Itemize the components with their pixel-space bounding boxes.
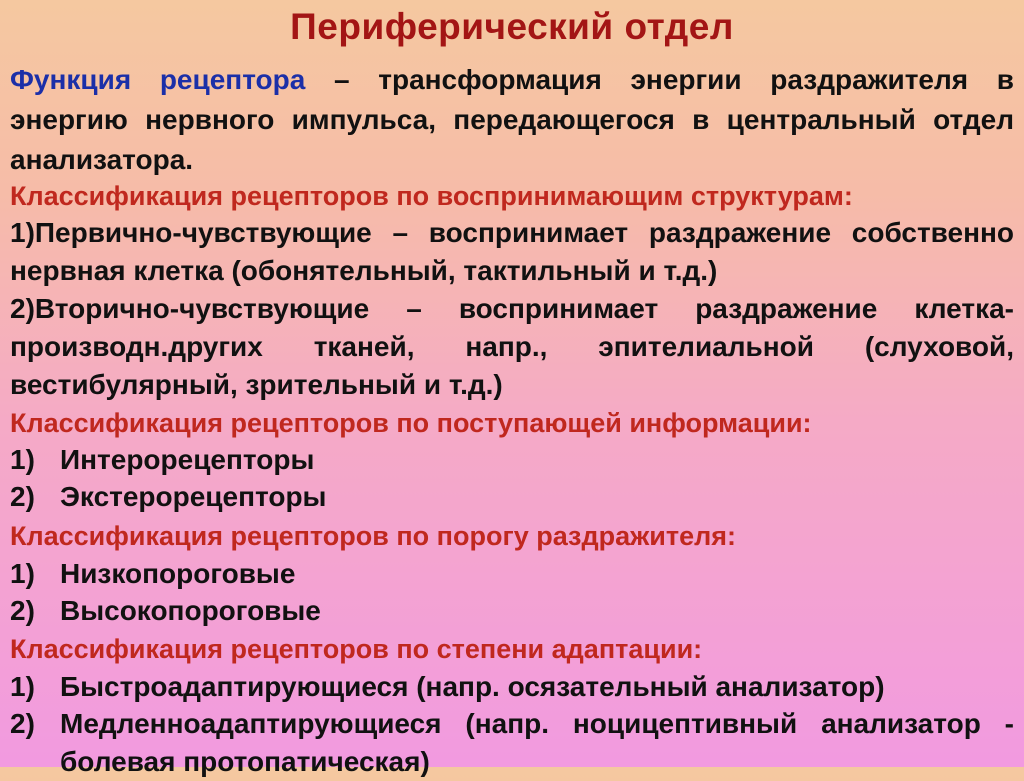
intro-term: Функция рецептора: [10, 64, 306, 95]
item-number: 1): [10, 671, 35, 702]
item-text: Высокопороговые: [60, 595, 321, 626]
section2-item-1: [10, 441, 1014, 479]
section3-item-2: [10, 592, 1014, 630]
item-text: Интерорецепторы: [60, 444, 315, 475]
section4-item-2: [10, 705, 1014, 781]
intro-definition: – трансформация энергии раздражителя в энергию нервного импульса, передающегося в центральный отдел анализатора.: [10, 64, 1015, 175]
item-number: 2): [10, 708, 35, 739]
section1-item-1: 1)Первично-чувствующие – воспринимает раздражение собственно нервная клетка (обонятельный, тактильный и т.д.): [10, 217, 1014, 286]
section1-item-2: 2)Вторично-чувствующие – воспринимает раздражение клетка-производн.других тканей, напр., эпителиальной (слуховой, вестибулярный, зрительный и т.д.): [10, 293, 1014, 400]
section4-item-1: [10, 668, 1014, 706]
item-number: 1): [10, 444, 35, 475]
item-number: 2): [10, 595, 35, 626]
item-number: 2): [10, 481, 35, 512]
section-heading-information: Классификация рецепторов по поступающей информации:: [10, 408, 812, 438]
item-text: Быстроадаптирующиеся (напр. осязательный анализатор): [60, 671, 885, 702]
section-heading-adaptation: Классификация рецепторов по степени адаптации:: [10, 634, 703, 664]
item-text: Экстерорецепторы: [60, 481, 327, 512]
item-number: 1): [10, 558, 35, 589]
intro-paragraph: [10, 60, 1014, 180]
slide-title: Периферический отдел: [290, 6, 734, 47]
section3-item-1: [10, 555, 1014, 593]
section2-item-2: [10, 478, 1014, 516]
section-heading-threshold: Классификация рецепторов по порогу раздражителя:: [10, 521, 736, 551]
section-heading-structures: Классификация рецепторов по воспринимающим структурам:: [10, 181, 853, 211]
item-text: Низкопороговые: [60, 558, 296, 589]
item-text: Медленноадаптирующиеся (напр. ноцицептивный анализатор - болевая протопатическая): [60, 708, 1014, 777]
